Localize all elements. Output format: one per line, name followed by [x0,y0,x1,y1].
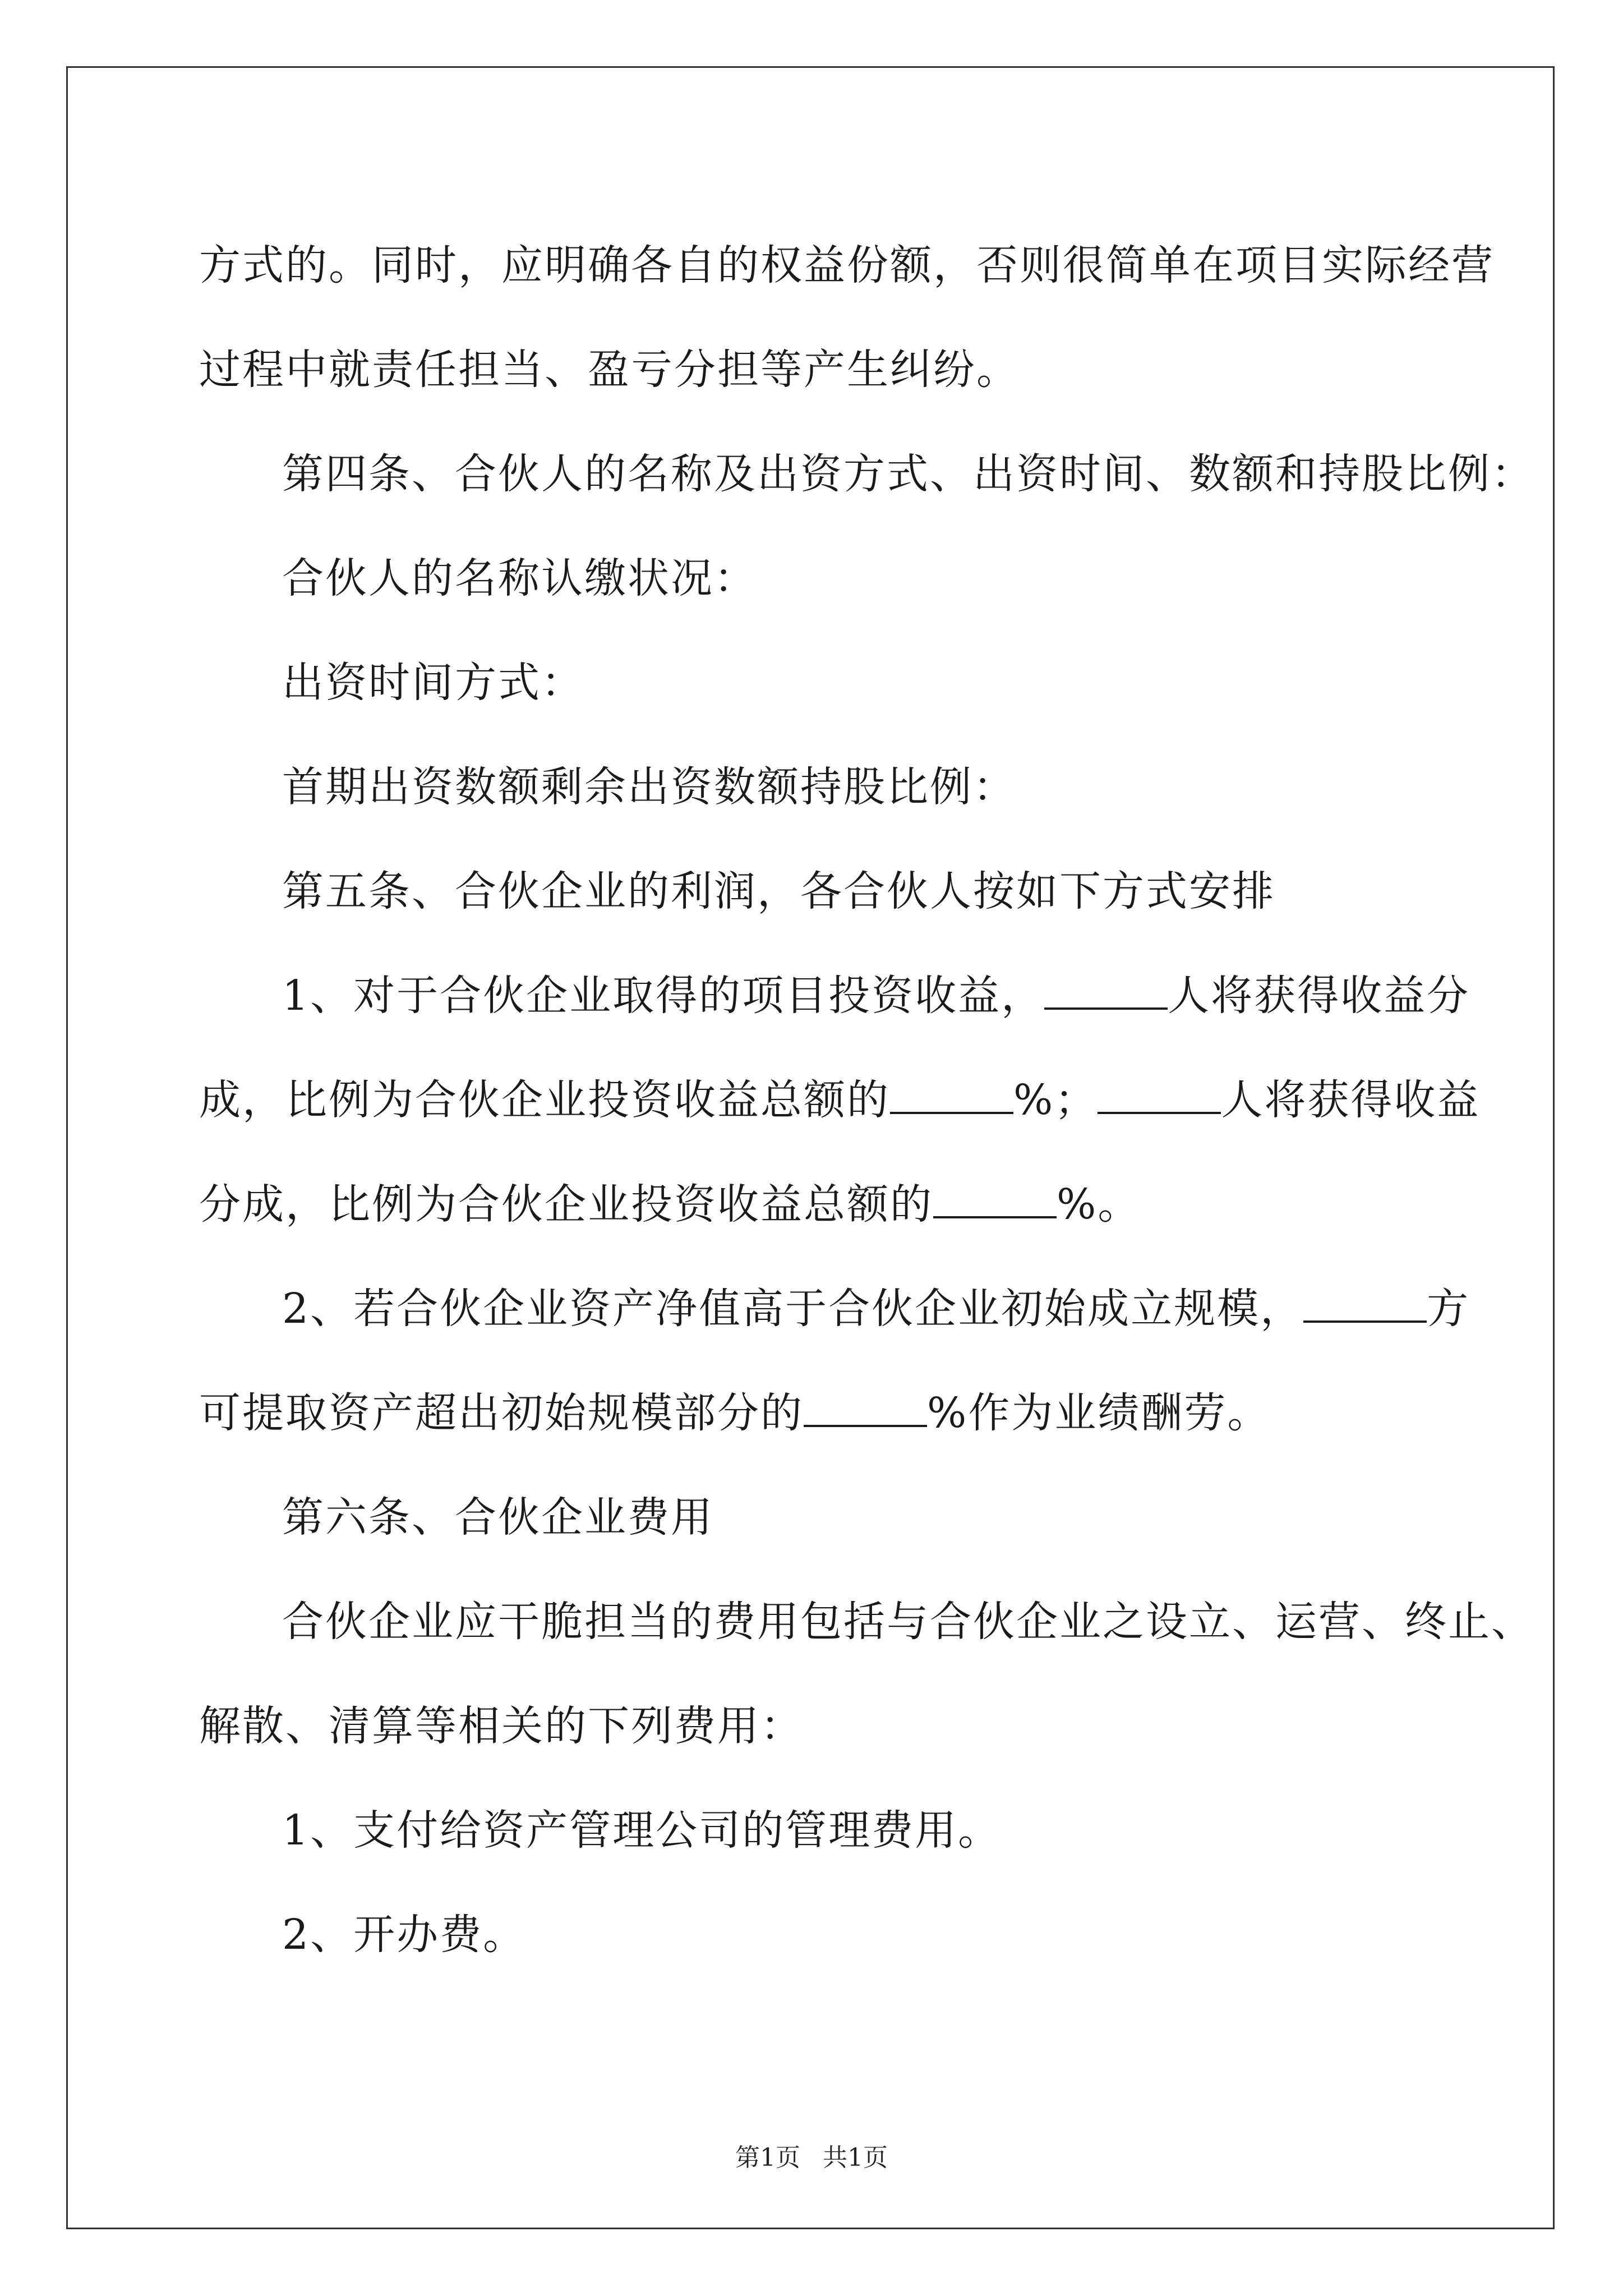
clause-text: 1、对于合伙企业取得的项目投资收益， [282,972,1045,1020]
clause-text: 成，比例为合伙企业投资收益总额的 [199,1076,890,1124]
clause-text: 2、若合伙企业资产净值高于合伙企业初始成立规模， [282,1285,1304,1333]
profit-clause-2 [199,1257,1470,1361]
expense-item-1: 1、支付给资产管理公司的管理费用。 [282,1806,1002,1855]
clause-text: 人将获得收益分 [1168,972,1470,1020]
clause-text: 分成，比例为合伙企业投资收益总额的 [199,1180,933,1228]
clause-text: 人将获得收益 [1221,1076,1481,1124]
partner-name-line: 合伙人的名称认缴状况： [282,554,757,602]
paragraph-line: 方式的。同时，应明确各自的权益份额，否则很简单在项目实际经营 [199,241,1495,289]
clause-text: 可提取资产超出初始规模部分的 [199,1389,804,1437]
profit-clause-1-end [199,1152,1450,1257]
clause-text: %作为业绩酬劳。 [927,1389,1271,1437]
clause-text: %； [1013,1076,1098,1124]
contribution-amount-line: 首期出资数额剩余出资数额持股比例： [282,763,1016,811]
page-footer [0,2137,1623,2173]
fill-blank[interactable] [1044,974,1168,1010]
clause-text: %。 [1057,1180,1141,1228]
fill-blank[interactable] [1098,1078,1221,1114]
document-body [199,213,1534,1987]
article-5-heading: 第五条、合伙企业的利润，各合伙人按如下方式安排 [282,867,1275,915]
contribution-time-line: 出资时间方式： [282,659,584,707]
profit-clause-1 [199,944,1470,1048]
clause-text: 方 [1427,1285,1470,1333]
profit-clause-2-cont [199,1361,1450,1465]
paragraph-line: 解散、清算等相关的下列费用： [199,1702,804,1750]
fill-blank[interactable] [804,1391,927,1427]
expense-item-2: 2、开办费。 [282,1911,527,1959]
page-number: 第1页 [735,2143,800,2172]
paragraph-line: 合伙企业应干脆担当的费用包括与合伙企业之设立、运营、终止、 [282,1598,1534,1646]
fill-blank[interactable] [1303,1287,1427,1323]
page-total: 共1页 [823,2143,888,2172]
fill-blank[interactable] [890,1078,1013,1114]
article-4-heading: 第四条、合伙人的名称及出资方式、出资时间、数额和持股比例： [282,450,1534,498]
fill-blank[interactable] [933,1182,1057,1218]
paragraph-line: 过程中就责任担当、盈亏分担等产生纠纷。 [199,346,1020,394]
article-6-heading: 第六条、合伙企业费用 [282,1493,714,1542]
profit-clause-1-cont [199,1048,1481,1152]
